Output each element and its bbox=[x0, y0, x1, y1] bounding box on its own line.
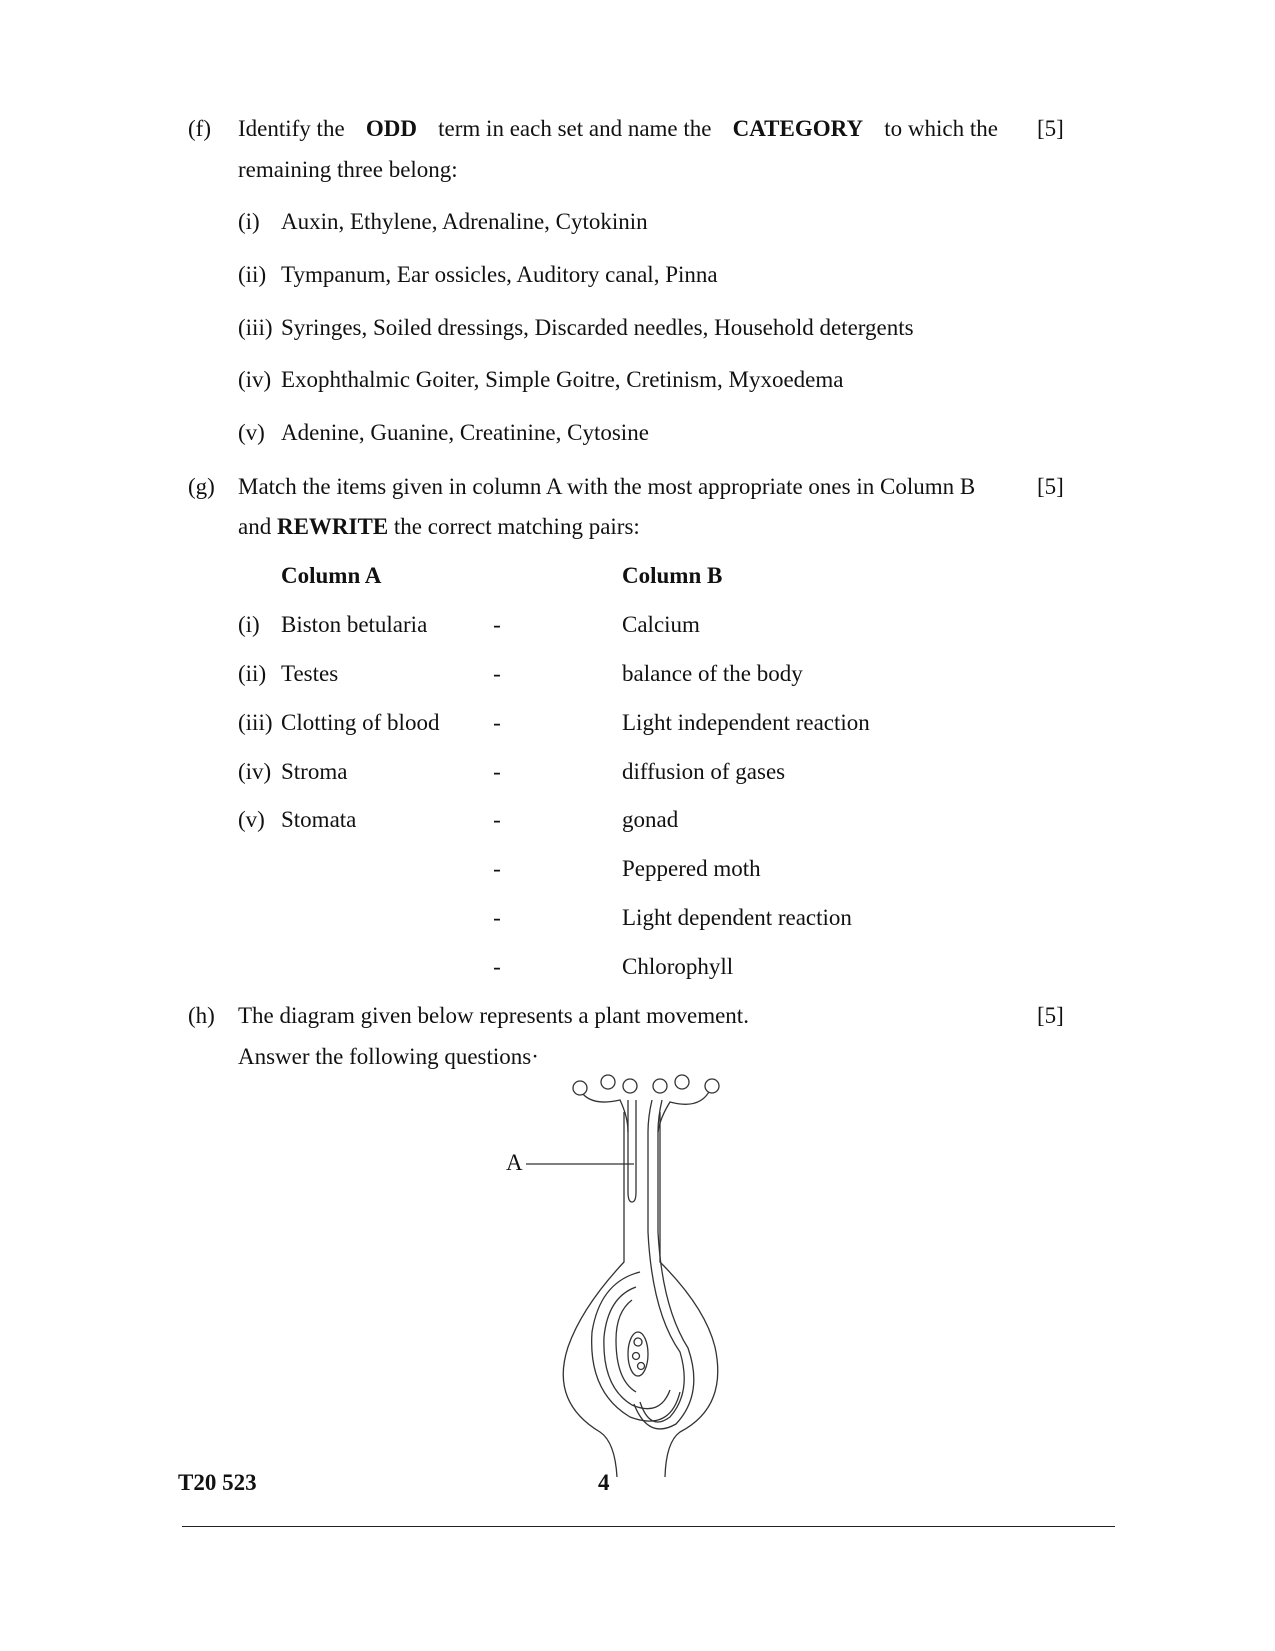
question-g-marks: [5] bbox=[1037, 474, 1064, 499]
integument-inner bbox=[604, 1287, 670, 1409]
question-f-category: CATEGORY bbox=[732, 116, 864, 141]
question-f-item-3-text: Syringes, Soiled dressings, Discarded needles, Household detergents bbox=[281, 315, 914, 340]
ovary-wall-left bbox=[563, 1112, 624, 1477]
polar-nucleus bbox=[633, 1353, 640, 1360]
match-dash: - bbox=[493, 954, 501, 979]
column-b-item-2: balance of the body bbox=[622, 661, 803, 686]
question-h-text-line1: The diagram given below represents a plant movement. bbox=[238, 1003, 749, 1028]
column-b-item-3: Light independent reaction bbox=[622, 710, 870, 735]
nucellus bbox=[616, 1300, 636, 1392]
question-h-number: (h) bbox=[188, 1003, 215, 1028]
column-b-header: Column B bbox=[622, 563, 723, 588]
pollen-grain bbox=[705, 1079, 719, 1093]
match-dash: - bbox=[493, 905, 501, 930]
column-b-item-1: Calcium bbox=[622, 612, 700, 637]
question-f-marks: [5] bbox=[1037, 116, 1064, 141]
column-a-item-1-text: Biston betularia bbox=[281, 612, 428, 637]
question-g-rewrite: REWRITE bbox=[276, 514, 389, 539]
question-f-text-line2: remaining three belong: bbox=[238, 157, 458, 182]
question-f-item-2-number: (ii) bbox=[238, 262, 267, 287]
question-f-item-3-number: (iii) bbox=[238, 315, 273, 340]
question-f-word-identify: Identify the bbox=[238, 116, 351, 141]
question-f-item-1-text: Auxin, Ethylene, Adrenaline, Cytokinin bbox=[281, 209, 648, 234]
stigma-lobe-left bbox=[580, 1090, 628, 1132]
footer-divider bbox=[182, 1526, 1115, 1527]
question-f-odd: ODD bbox=[365, 116, 417, 141]
column-a-item-4-text: Stroma bbox=[281, 759, 348, 784]
column-a-item-5-text: Stomata bbox=[281, 807, 357, 832]
question-f-number: (f) bbox=[188, 116, 211, 141]
question-h-text-line2: Answer the following questions· bbox=[238, 1044, 539, 1069]
question-f-item-1-number: (i) bbox=[238, 209, 260, 234]
pollen-grain bbox=[573, 1081, 587, 1095]
question-g-text-rest: the correct matching pairs: bbox=[388, 514, 640, 539]
match-dash: - bbox=[493, 807, 501, 832]
pistil-outline bbox=[526, 1090, 718, 1477]
question-g-number: (g) bbox=[188, 474, 215, 499]
pollen-grain bbox=[623, 1079, 637, 1093]
pollen-tube-short bbox=[628, 1100, 636, 1202]
ovary-wall-right bbox=[660, 1112, 718, 1477]
column-a-item-4-number: (iv) bbox=[238, 759, 272, 784]
question-f-item-2-text: Tympanum, Ear ossicles, Auditory canal, Pinna bbox=[281, 262, 718, 287]
egg-cell bbox=[634, 1338, 642, 1346]
question-f-text-end: to which the bbox=[878, 116, 998, 141]
pollen-grains bbox=[573, 1075, 719, 1095]
match-dash: - bbox=[493, 710, 501, 735]
footer-page-number: 4 bbox=[598, 1470, 610, 1495]
footer-paper-code: T20 523 bbox=[178, 1470, 257, 1495]
stigma-lobe-right bbox=[658, 1090, 710, 1132]
match-dash: - bbox=[493, 759, 501, 784]
match-dash: - bbox=[493, 661, 501, 686]
pollen-tube-long-outer bbox=[640, 1100, 684, 1422]
question-f-item-5-text: Adenine, Guanine, Creatinine, Cytosine bbox=[281, 420, 649, 445]
pistil-diagram bbox=[520, 1072, 740, 1482]
column-a-item-1-number: (i) bbox=[238, 612, 260, 637]
column-b-item-7: Light dependent reaction bbox=[622, 905, 852, 930]
column-a-item-2-number: (ii) bbox=[238, 661, 267, 686]
question-f-item-4-number: (iv) bbox=[238, 367, 272, 392]
question-f-item-4-text: Exophthalmic Goiter, Simple Goitre, Cretinism, Myxoedema bbox=[281, 367, 844, 392]
column-a-item-2-text: Testes bbox=[281, 661, 339, 686]
question-g-text-and: and bbox=[238, 514, 277, 539]
pollen-grain bbox=[601, 1075, 615, 1089]
pollen-grain bbox=[675, 1075, 689, 1089]
question-h-marks: [5] bbox=[1037, 1003, 1064, 1028]
column-b-item-8: Chlorophyll bbox=[622, 954, 734, 979]
column-b-item-4: diffusion of gases bbox=[622, 759, 786, 784]
diagram-label-a: A bbox=[506, 1150, 523, 1175]
match-dash: - bbox=[493, 612, 501, 637]
column-a-item-3-number: (iii) bbox=[238, 710, 273, 735]
question-f-item-5-number: (v) bbox=[238, 420, 265, 445]
question-f-text-mid: term in each set and name the bbox=[432, 116, 718, 141]
column-a-header: Column A bbox=[281, 563, 382, 588]
column-a-item-5-number: (v) bbox=[238, 807, 265, 832]
question-g-text-line2 bbox=[238, 514, 640, 540]
question-f-text-line1 bbox=[238, 116, 998, 142]
match-dash: - bbox=[493, 856, 501, 881]
question-g-text-line1: Match the items given in column A with the most appropriate ones in Column B bbox=[238, 474, 976, 499]
column-b-item-6: Peppered moth bbox=[622, 856, 761, 881]
column-a-item-3-text: Clotting of blood bbox=[281, 710, 440, 735]
pollen-grain bbox=[653, 1079, 667, 1093]
synergid bbox=[638, 1363, 645, 1370]
column-b-item-5: gonad bbox=[622, 807, 679, 832]
